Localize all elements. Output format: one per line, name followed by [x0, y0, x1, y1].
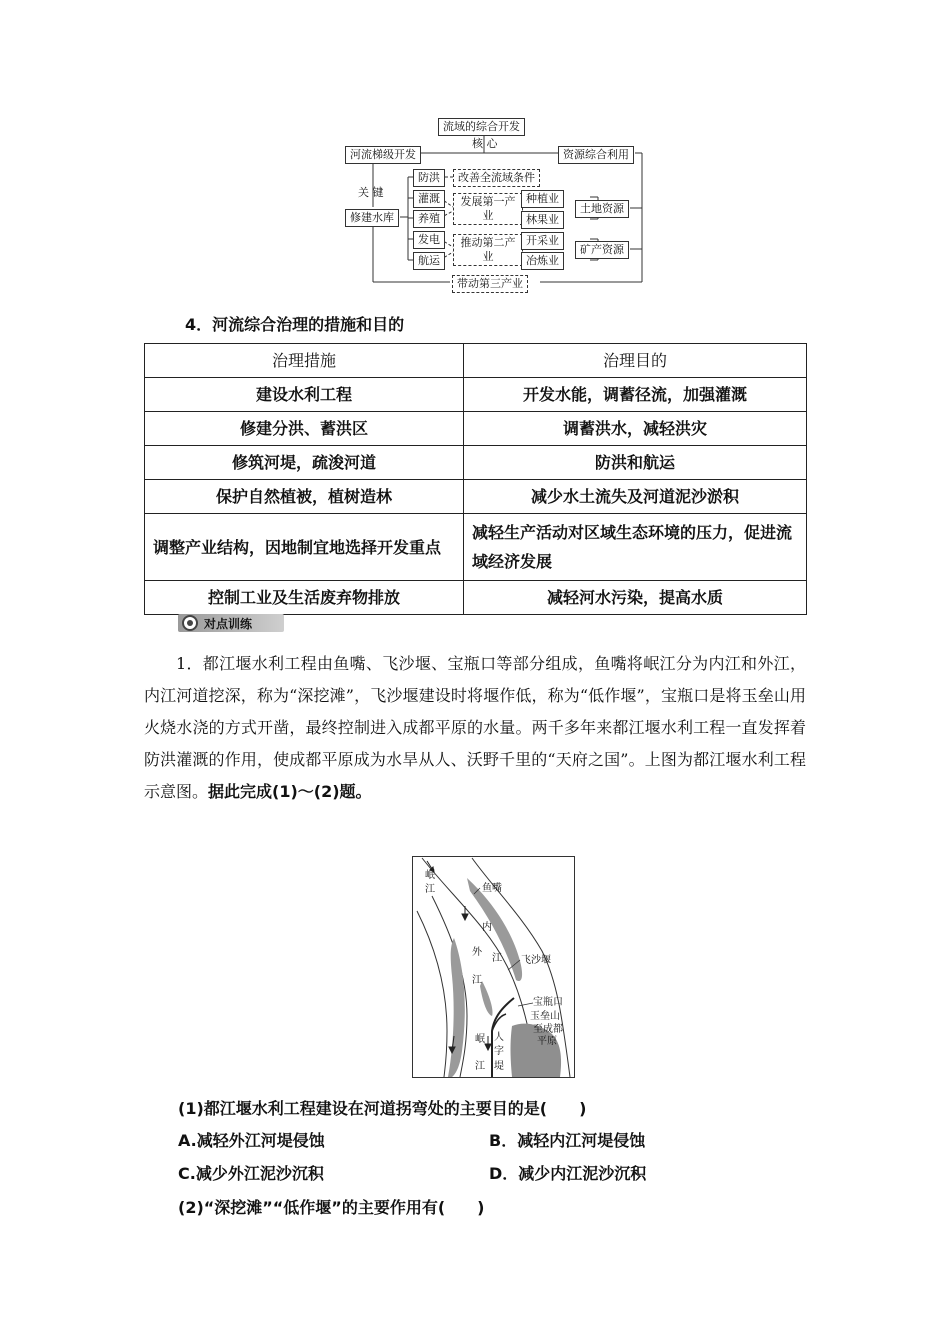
target-icon [182, 615, 198, 631]
table-cell-purpose: 减少水土流失及河道泥沙淤积 [464, 480, 807, 514]
q1-option-c[interactable]: C.减少外江泥沙沉积 [178, 1164, 324, 1183]
diagram-right-node: 资源综合利用 [558, 146, 634, 164]
q1-option-d[interactable]: D．减少内江泥沙沉积 [489, 1164, 647, 1183]
map-label-to-chengdu-1: 至成都 [533, 1024, 563, 1035]
table-cell-purpose: 开发水能，调蓄径流，加强灌溉 [464, 378, 807, 412]
table-cell-purpose: 调蓄洪水，减轻洪灾 [464, 412, 807, 446]
diagram-shipping-node: 航运 [413, 252, 445, 270]
diagram-land-node: 土地资源 [575, 200, 629, 218]
training-label: 对点训练 [204, 617, 253, 631]
diagram-mineral-node: 矿产资源 [575, 241, 629, 259]
map-label-renzidi-1: 人 [494, 1032, 504, 1043]
q1-stem: (1)都江堰水利工程建设在河道拐弯处的主要目的是( ) [178, 1099, 587, 1118]
table-cell-measure: 建设水利工程 [145, 378, 464, 412]
table-cell-measure: 调整产业结构，因地制宜地选择开发重点 [145, 514, 464, 581]
q1-option-a[interactable]: A.减轻外江河堤侵蚀 [178, 1131, 325, 1150]
diagram-breed-node: 养殖 [413, 210, 445, 228]
question-instruction: 据此完成(1)～(2)题。 [208, 782, 372, 801]
governance-table [144, 343, 807, 615]
diagram-mining-node: 开采业 [521, 232, 564, 250]
map-label-renzidi-2: 字 [494, 1046, 504, 1057]
map-label-yuzui: 鱼嘴 [482, 883, 502, 894]
table-header-row [145, 344, 807, 378]
map-label-baopingkou: 宝瓶口 [533, 997, 563, 1008]
diagram-secondary-node: 推动第二产业 [453, 234, 523, 266]
table-header-purpose: 治理目的 [464, 344, 807, 378]
map-label-neijiang-1: 内 [482, 922, 492, 933]
diagram-core-label: 核 心 [472, 137, 498, 150]
diagram-smelting-node: 冶炼业 [521, 252, 564, 270]
table-cell-measure: 修筑河堤，疏浚河道 [145, 446, 464, 480]
table-cell-purpose: 防洪和航运 [464, 446, 807, 480]
table-cell-measure: 修建分洪、蓄洪区 [145, 412, 464, 446]
map-label-minjiang-bottom-2: 江 [475, 1061, 485, 1072]
q2-stem: (2)“深挖滩”“低作堰”的主要作用有( ) [178, 1198, 485, 1217]
question-paragraph [144, 648, 806, 808]
table-row [145, 480, 807, 514]
table-cell-measure: 保护自然植被，植树造林 [145, 480, 464, 514]
table-row [145, 514, 807, 581]
section-title: 4．河流综合治理的措施和目的 [185, 315, 405, 334]
map-label-to-chengdu-2: 平原 [537, 1036, 557, 1047]
diagram-build-node: 修建水库 [345, 209, 399, 227]
diagram-flood-node: 防洪 [413, 169, 445, 187]
table-cell-purpose: 减轻河水污染，提高水质 [464, 581, 807, 615]
table-header-measure: 治理措施 [145, 344, 464, 378]
table-row [145, 446, 807, 480]
dujiangyan-map [412, 856, 575, 1078]
diagram-top-node: 流域的综合开发 [438, 118, 525, 136]
map-label-minjiang-bottom-1: 岷 [475, 1034, 485, 1045]
map-label-renzidi-3: 堤 [494, 1061, 504, 1072]
question-text: 1．都江堰水利工程由鱼嘴、飞沙堰、宝瓶口等部分组成，鱼嘴将岷江分为内江和外江，内江河道挖深，称为“深挖滩”，飞沙堰建设时将堰作低，称为“低作堰”，宝瓶口是将玉垒山用火烧水浇的方式开凿，最终控制进入成都平原的水量。两千多年来都江堰水利工程一直发挥着防洪灌溉的作用，使成都平原成为水旱从人、沃野千里的“天府之国”。上图为都江堰水利工程示意图。 [144, 654, 806, 801]
diagram-primary-node: 发展第一产业 [453, 193, 523, 225]
map-label-minjiang-top-1: 岷 [425, 870, 435, 881]
map-label-minjiang-top-2: 江 [425, 884, 435, 895]
map-label-waijiang-1: 外 [472, 947, 482, 958]
table-row [145, 581, 807, 615]
diagram-power-node: 发电 [413, 231, 445, 249]
map-label-yuleishan: 玉垒山 [530, 1011, 560, 1022]
training-banner [178, 614, 284, 632]
q1-option-b[interactable]: B．减轻内江河堤侵蚀 [489, 1131, 646, 1150]
table-cell-purpose: 减轻生产活动对区域生态环境的压力，促进流域经济发展 [464, 514, 807, 581]
map-label-feishayan: 飞沙堰 [521, 955, 551, 966]
diagram-left-node: 河流梯级开发 [345, 146, 421, 164]
table-row [145, 378, 807, 412]
diagram-tertiary-node: 带动第三产业 [452, 275, 528, 293]
map-label-neijiang-2: 江 [492, 953, 502, 964]
table-row [145, 412, 807, 446]
diagram-planting-node: 种植业 [521, 190, 564, 208]
diagram-key-label: 关 键 [358, 186, 384, 199]
diagram-improve-node: 改善全流域条件 [453, 169, 540, 187]
diagram-irrigate-node: 灌溉 [413, 190, 445, 208]
diagram-forestry-node: 林果业 [521, 211, 564, 229]
map-label-waijiang-2: 江 [472, 975, 482, 986]
table-cell-measure: 控制工业及生活废弃物排放 [145, 581, 464, 615]
